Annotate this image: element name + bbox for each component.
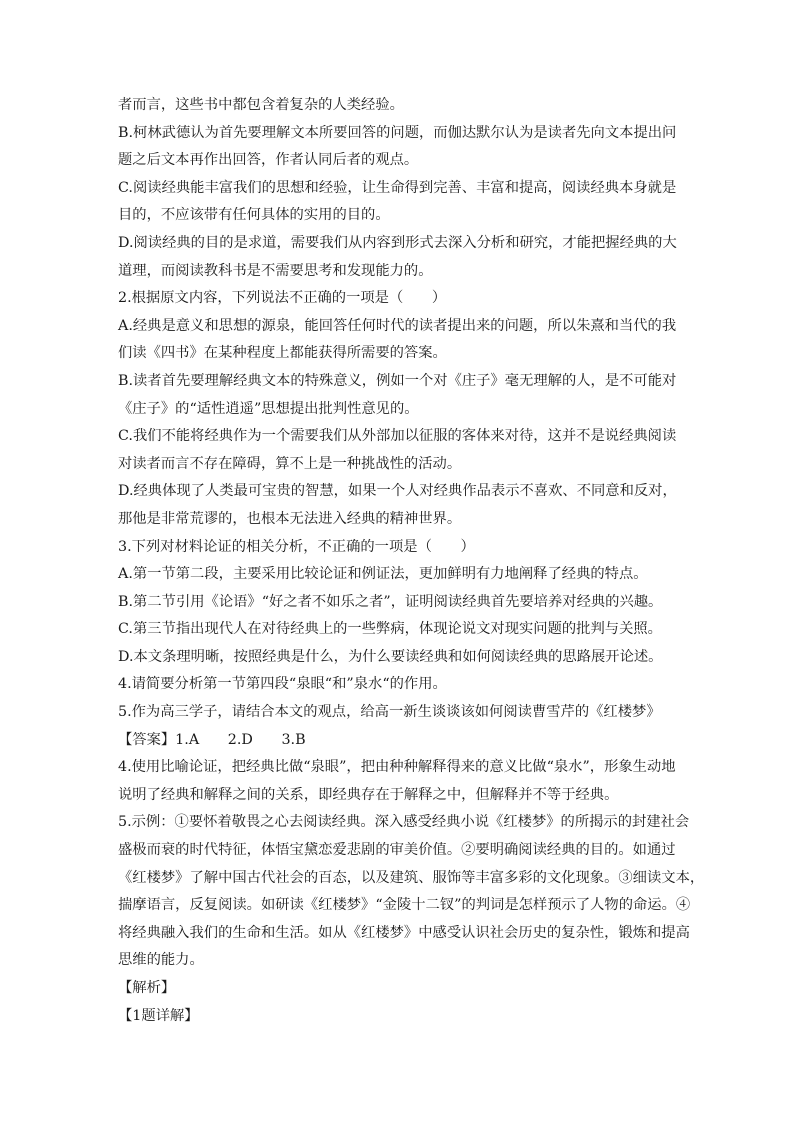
text-line: 思维的能力。 bbox=[118, 952, 204, 969]
text-line: 题之后文本再作出回答，作者认同后者的观点。 bbox=[118, 152, 419, 169]
question-3: 3.下列对材料论证的相关分析，不正确的一项是（ ） bbox=[118, 538, 475, 555]
text-line: 将经典融入我们的生命和生活。如从《红楼梦》中感受认识社会历史的复杂性，锻炼和提高 bbox=[118, 924, 690, 941]
text-line: 《红楼梦》了解中国古代社会的百态，以及建筑、服饰等丰富多彩的文化现象。③细读文本， bbox=[118, 869, 705, 886]
question-2: 2.根据原文内容，下列说法不正确的一项是（ ） bbox=[118, 290, 447, 307]
option-c-line: C.我们不能将经典作为一个需要我们从外部加以征服的客体来对待，这并不是说经典阅读 bbox=[118, 428, 677, 445]
option-d-line: D.经典体现了人类最可宝贵的智慧，如果一个人对经典作品表示不喜欢、不同意和反对， bbox=[118, 483, 677, 500]
text-line: 《庄子》的“适性逍遥”思想提出批判性意见的。 bbox=[118, 400, 419, 417]
option-a-line: A.第一节第二段，主要采用比较论证和例证法，更加鲜明有力地阐释了经典的特点。 bbox=[118, 566, 648, 583]
question-4: 4.请简要分析第一节第四段“泉眼“和”泉水“的作用。 bbox=[118, 676, 447, 693]
option-c-line: C.阅读经典能丰富我们的思想和经验，让生命得到完善、丰富和提高，阅读经典本身就是 bbox=[118, 179, 677, 196]
option-d-line: D.本文条理明晰，按照经典是什么，为什么要读经典和如何阅读经典的思路展开论述。 bbox=[118, 648, 663, 665]
text-line: 盛极而衰的时代特征，体悟宝黛恋爱悲剧的审美价值。②要明确阅读经典的目的。如通过 bbox=[118, 842, 676, 859]
analysis-heading: 【解析】 bbox=[118, 980, 176, 996]
text-line: 道理，而阅读教科书是不需要思考和发现能力的。 bbox=[118, 262, 433, 279]
document-body bbox=[118, 92, 705, 1030]
text-line: 说明了经典和解释之间的关系，即经典存在于解释之中，但解释并不等于经典。 bbox=[118, 786, 619, 803]
option-b-line: B.读者首先要理解经典文本的特殊意义，例如一个对《庄子》毫无理解的人，是不可能对 bbox=[118, 372, 677, 389]
answer-5-line: 5.示例：①要怀着敬畏之心去阅读经典。深入感受经典小说《红楼梦》的所揭示的封建社会 bbox=[118, 814, 690, 831]
text-line: 们读《四书》在某种程度上都能获得所需要的答案。 bbox=[118, 345, 447, 362]
option-a-line: A.经典是意义和思想的源泉，能回答任何时代的读者提出来的问题，所以朱熹和当代的我 bbox=[118, 317, 677, 334]
option-b-line: B.第二节引用《论语》“好之者不如乐之者”，证明阅读经典首先要培养对经典的兴趣。 bbox=[118, 593, 663, 610]
text-line: 对读者而言不存在障碍，算不上是一种挑战性的活动。 bbox=[118, 455, 462, 472]
answer-4-line: 4.使用比喻论证，把经典比做“泉眼”，把由种种解释得来的意义比做“泉水”，形象生动地 bbox=[118, 759, 676, 776]
answer-heading: 【答案】1.A 2.D 3.B bbox=[118, 731, 306, 748]
option-c-line: C.第三节指出现代人在对待经典上的一些弊病，体现论说文对现实问题的批判与关照。 bbox=[118, 621, 662, 638]
text-line: 者而言，这些书中都包含着复杂的人类经验。 bbox=[118, 97, 404, 113]
option-d-line: D.阅读经典的目的是求道，需要我们从内容到形式去深入分析和研究，才能把握经典的大 bbox=[118, 234, 677, 251]
question-5: 5.作为高三学子，请结合本文的观点，给高一新生谈谈该如何阅读曹雪芹的《红楼梦》 bbox=[118, 704, 661, 721]
text-line: 揣摩语言，反复阅读。如研读《红楼梦》“金陵十二钗”的判词是怎样预示了人物的命运。④ bbox=[118, 897, 691, 914]
text-line: 那他是非常荒谬的，也根本无法进入经典的精神世界。 bbox=[118, 510, 462, 527]
text-line: 目的，不应该带有任何具体的实用的目的。 bbox=[118, 207, 390, 224]
question-1-detail-heading: 【1题详解】 bbox=[118, 1007, 199, 1024]
option-b-line: B.柯林武德认为首先要理解文本所要回答的问题，而伽达默尔认为是读者先向文本提出问 bbox=[118, 124, 677, 141]
